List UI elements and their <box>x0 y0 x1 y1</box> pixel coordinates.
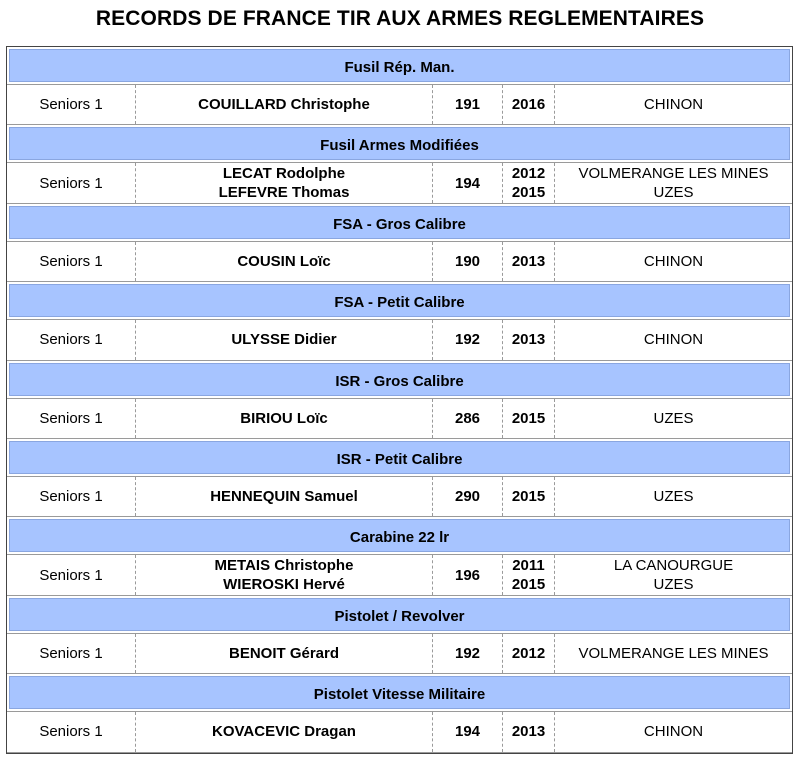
records-table <box>6 46 793 754</box>
shooter-name-cell <box>135 399 432 438</box>
record-year: 2015 <box>511 409 546 427</box>
record-section <box>7 596 792 674</box>
location-cell <box>554 85 792 124</box>
table-row <box>7 711 792 752</box>
shooter-name: HENNEQUIN Samuel <box>210 488 358 506</box>
shooter-name-cell <box>135 712 432 751</box>
table-row <box>7 84 792 125</box>
record-year: 2012 <box>511 644 546 662</box>
category-cell: Seniors 1 <box>39 566 103 584</box>
record-year: 2015 <box>511 576 546 594</box>
score-cell: 190 <box>432 242 502 281</box>
shooter-name: WIEROSKI Hervé <box>223 576 345 594</box>
shooter-name-cell <box>135 163 432 202</box>
year-cell <box>502 634 554 673</box>
shooter-name-cell <box>135 320 432 359</box>
section-header: Fusil Armes Modifiées <box>7 125 792 162</box>
record-section <box>7 517 792 595</box>
record-year: 2015 <box>511 184 546 202</box>
score-cell: 194 <box>432 712 502 751</box>
year-cell <box>502 712 554 751</box>
section-header: FSA - Gros Calibre <box>7 204 792 241</box>
shooter-name-cell <box>135 85 432 124</box>
shooter-name: METAIS Christophe <box>214 557 354 575</box>
shooter-name-cell <box>135 555 432 594</box>
section-header: ISR - Gros Calibre <box>7 361 792 398</box>
record-location: CHINON <box>643 96 704 114</box>
record-year: 2013 <box>511 252 546 270</box>
section-header: FSA - Petit Calibre <box>7 282 792 319</box>
record-location: CHINON <box>643 331 704 349</box>
record-year: 2013 <box>511 331 546 349</box>
shooter-name: LEFEVRE Thomas <box>218 184 350 202</box>
record-year: 2012 <box>511 165 546 183</box>
table-row <box>7 319 792 360</box>
shooter-name: BIRIOU Loïc <box>240 409 328 427</box>
record-section <box>7 439 792 517</box>
record-location: VOLMERANGE LES MINES <box>578 644 769 662</box>
year-cell <box>502 320 554 359</box>
record-location: UZES <box>653 184 694 202</box>
record-location: UZES <box>653 576 694 594</box>
shooter-name-cell <box>135 634 432 673</box>
record-section <box>7 204 792 282</box>
location-cell <box>554 712 792 751</box>
location-cell <box>554 634 792 673</box>
score-cell: 286 <box>432 399 502 438</box>
score-cell: 192 <box>432 634 502 673</box>
year-cell <box>502 85 554 124</box>
location-cell <box>554 399 792 438</box>
record-year: 2011 <box>512 557 545 575</box>
table-row <box>7 633 792 674</box>
category-cell: Seniors 1 <box>39 331 103 349</box>
category-cell: Seniors 1 <box>39 96 103 114</box>
category-cell: Seniors 1 <box>39 488 103 506</box>
year-cell <box>502 477 554 516</box>
score-cell: 191 <box>432 85 502 124</box>
record-year: 2013 <box>511 723 546 741</box>
score-cell: 290 <box>432 477 502 516</box>
location-cell <box>554 320 792 359</box>
year-cell <box>502 242 554 281</box>
record-location: CHINON <box>643 723 704 741</box>
record-year: 2016 <box>511 96 546 114</box>
table-row <box>7 398 792 439</box>
record-location: VOLMERANGE LES MINES <box>578 165 769 183</box>
record-year: 2015 <box>511 488 546 506</box>
score-cell: 194 <box>432 163 502 202</box>
shooter-name: KOVACEVIC Dragan <box>212 723 356 741</box>
location-cell <box>554 555 792 594</box>
record-section <box>7 47 792 125</box>
year-cell <box>502 399 554 438</box>
location-cell <box>554 477 792 516</box>
page-title: RECORDS DE FRANCE TIR AUX ARMES REGLEMENTAIRES <box>95 7 705 30</box>
category-cell: Seniors 1 <box>39 174 103 192</box>
score-cell: 196 <box>432 555 502 594</box>
shooter-name: ULYSSE Didier <box>231 331 337 349</box>
shooter-name: BENOIT Gérard <box>228 644 340 662</box>
record-section <box>7 674 792 752</box>
table-row <box>7 476 792 517</box>
record-section <box>7 125 792 203</box>
category-cell: Seniors 1 <box>39 409 103 427</box>
location-cell <box>554 163 792 202</box>
record-location: UZES <box>653 488 694 506</box>
table-row <box>7 554 792 595</box>
category-cell: Seniors 1 <box>39 252 103 270</box>
shooter-name: COUILLARD Christophe <box>198 96 370 114</box>
section-header: Carabine 22 lr <box>7 517 792 554</box>
shooter-name-cell <box>135 477 432 516</box>
record-location: UZES <box>653 409 694 427</box>
section-header: ISR - Petit Calibre <box>7 439 792 476</box>
year-cell <box>502 163 554 202</box>
record-location: CHINON <box>643 252 704 270</box>
location-cell <box>554 242 792 281</box>
table-row <box>7 241 792 282</box>
shooter-name-cell <box>135 242 432 281</box>
section-header: Pistolet / Revolver <box>7 596 792 633</box>
shooter-name: COUSIN Loïc <box>237 252 331 270</box>
section-header: Pistolet Vitesse Militaire <box>7 674 792 711</box>
record-section <box>7 282 792 360</box>
category-cell: Seniors 1 <box>39 723 103 741</box>
record-section <box>7 361 792 439</box>
record-location: LA CANOURGUE <box>613 557 734 575</box>
table-row <box>7 162 792 203</box>
section-header: Fusil Rép. Man. <box>7 47 792 84</box>
category-cell: Seniors 1 <box>39 644 103 662</box>
shooter-name: LECAT Rodolphe <box>222 165 346 183</box>
score-cell: 192 <box>432 320 502 359</box>
year-cell <box>502 555 554 594</box>
